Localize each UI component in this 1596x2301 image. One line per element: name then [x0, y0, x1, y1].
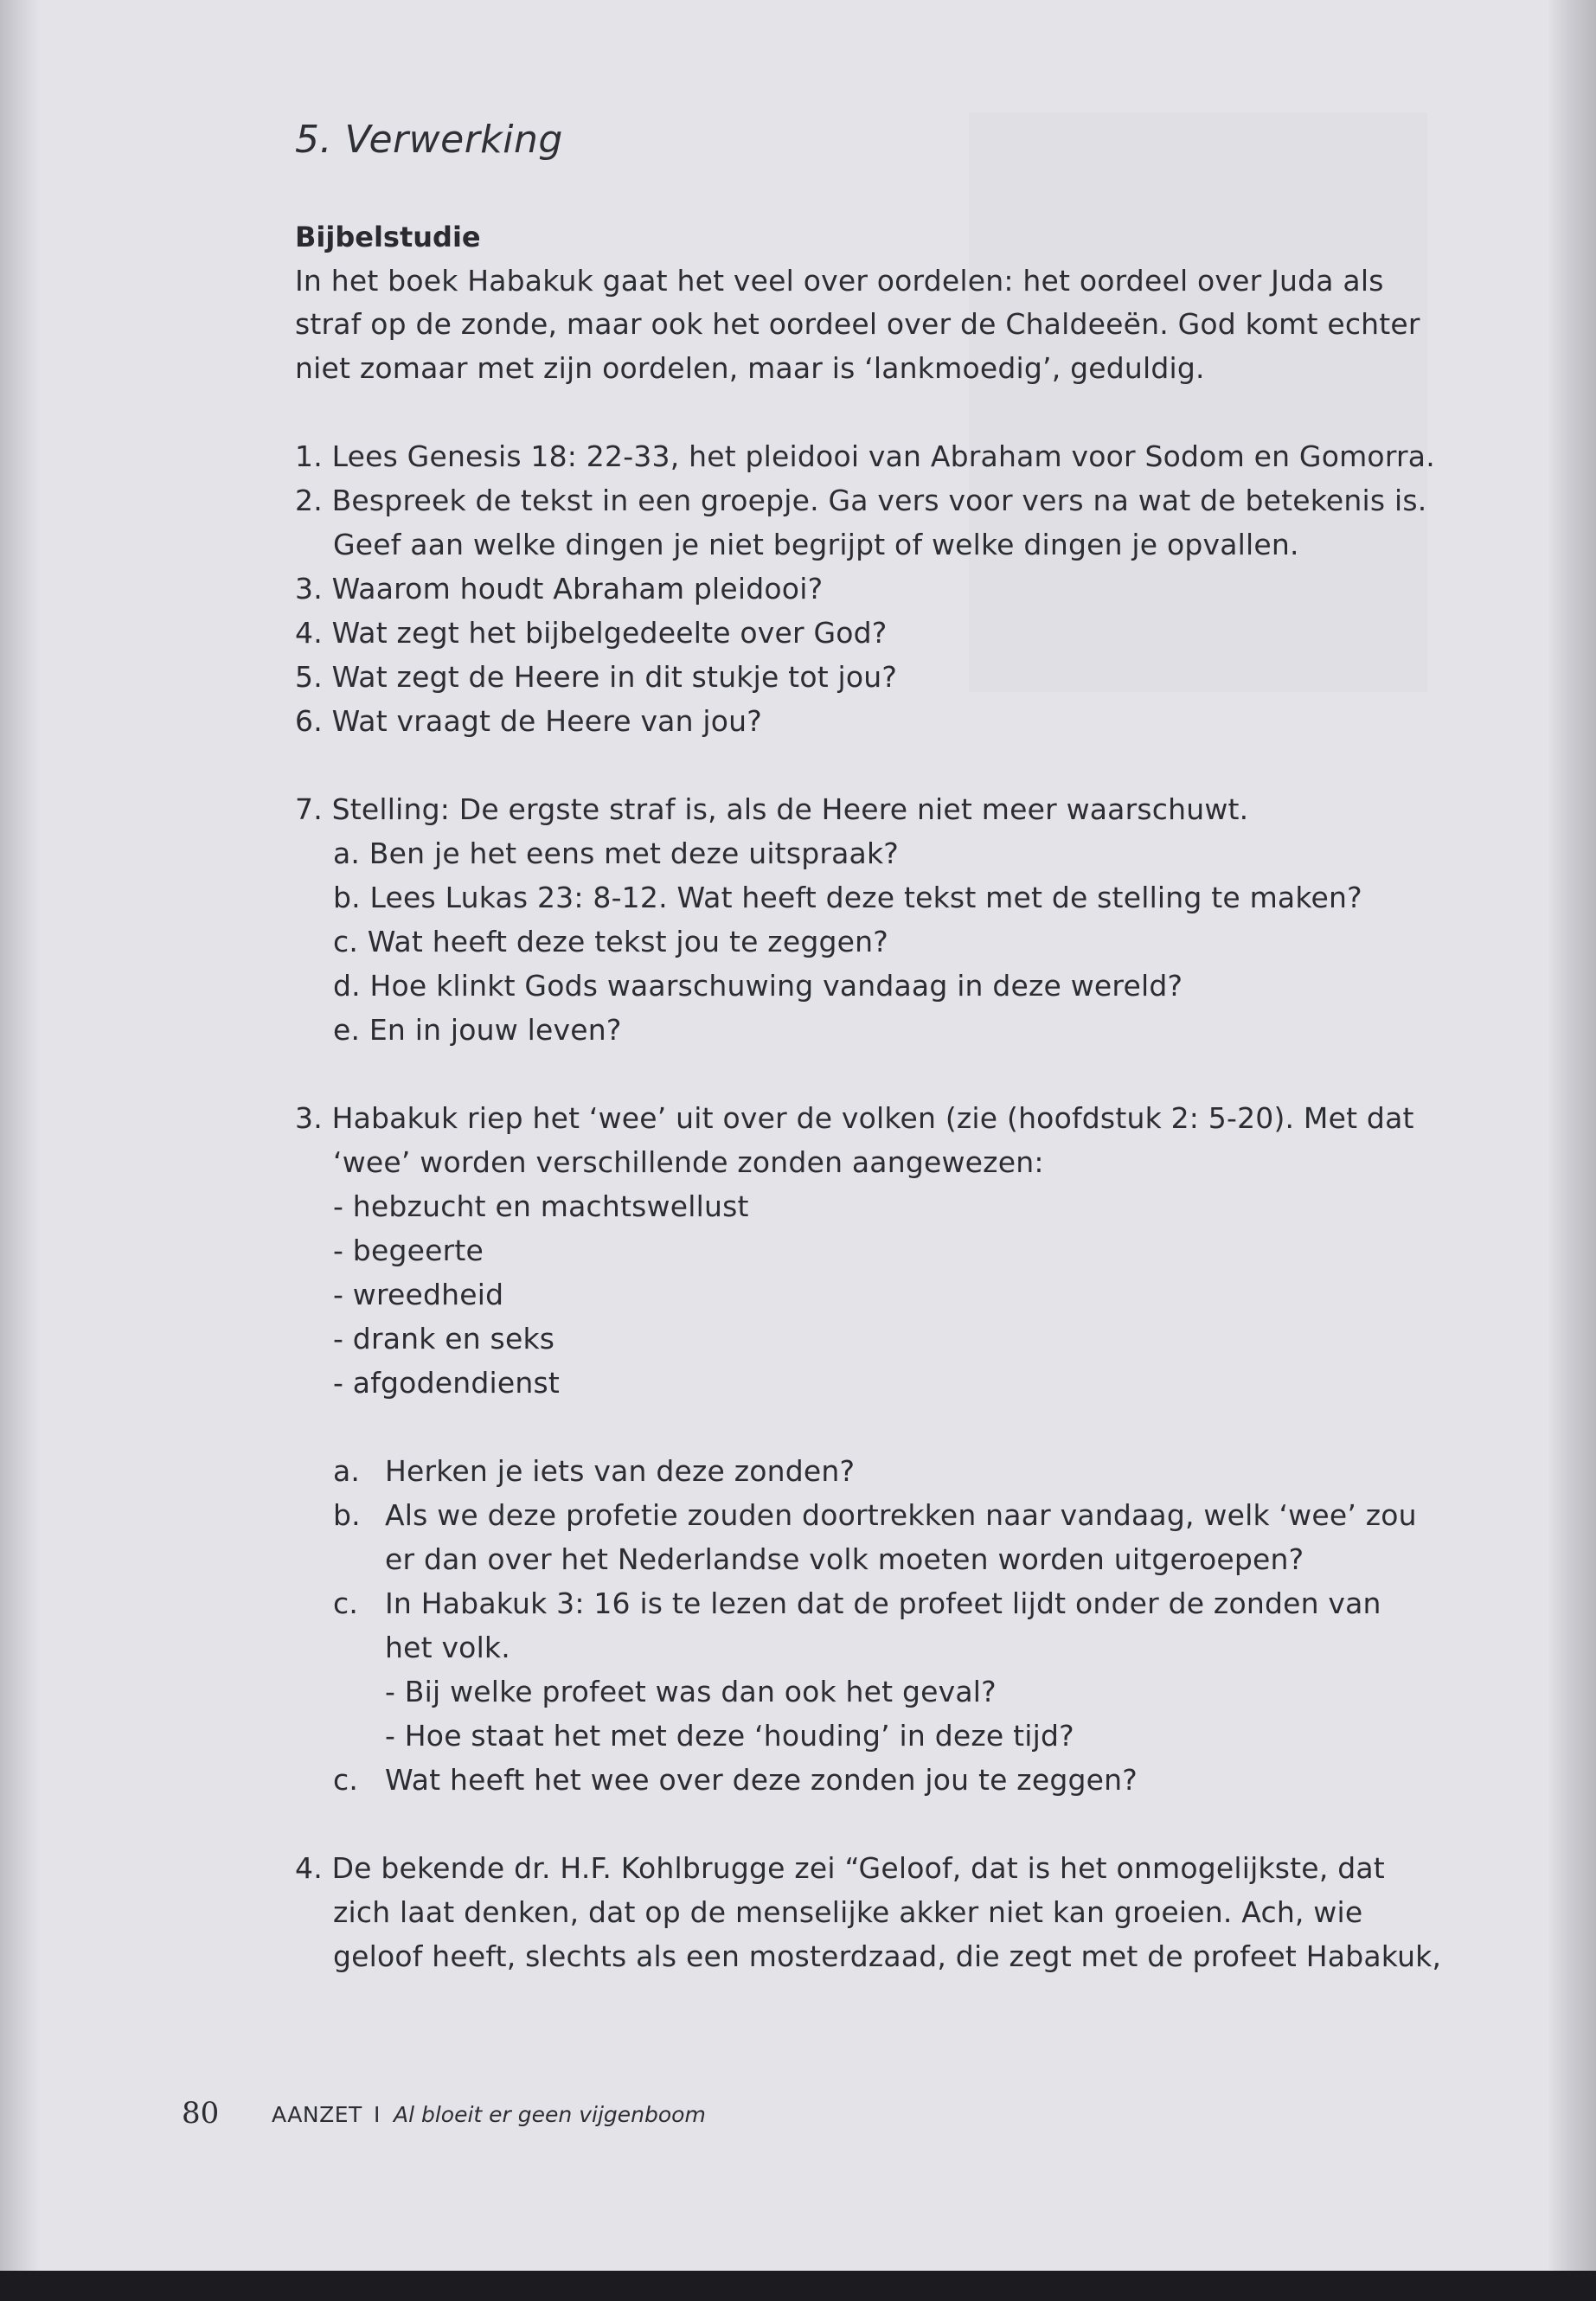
- sub-question: a. Ben je het eens met deze uitspraak?: [333, 836, 900, 870]
- sub-question: In Habakuk 3: 16 is te lezen dat de profeet lijdt onder de zonden van: [385, 1586, 1381, 1620]
- list-item: 6. Wat vraagt de Heere van jou?: [295, 704, 763, 738]
- sub-question-continuation: het volk.: [385, 1631, 510, 1664]
- page-footer: [0, 2096, 1596, 2131]
- sub-question: Als we deze profetie zouden doortrekken naar vandaag, welk ‘wee’ zou: [385, 1498, 1417, 1532]
- list-item: 1. Lees Genesis 18: 22-33, het pleidooi van Abraham voor Sodom en Gomorra.: [295, 439, 1435, 473]
- question-3: 3. Habakuk riep het ‘wee’ uit over de volken (zie (hoofdstuk 2: 5-20). Met dat: [295, 1101, 1414, 1135]
- sub-question-label: b.: [333, 1498, 361, 1532]
- faint-background-box: [969, 112, 1427, 692]
- sin-list-item: - begeerte: [333, 1234, 484, 1267]
- sub-question: e. En in jouw leven?: [333, 1013, 622, 1047]
- question-3-continuation: ‘wee’ worden verschillende zonden aangewezen:: [333, 1145, 1044, 1179]
- list-item: 4. Wat zegt het bijbelgedeelte over God?: [295, 616, 888, 650]
- list-item: 2. Bespreek de tekst in een groepje. Ga vers voor vers na wat de betekenis is.: [295, 484, 1427, 517]
- list-item-continuation: Geef aan welke dingen je niet begrijpt of welke dingen je opvallen.: [333, 528, 1299, 561]
- sub-question-label: a.: [333, 1454, 361, 1488]
- sub-question-label: c.: [333, 1586, 359, 1620]
- footer-separator: I: [374, 2102, 381, 2127]
- sin-list-item: - hebzucht en machtswellust: [333, 1189, 749, 1223]
- sin-list-item: - afgodendienst: [333, 1366, 561, 1400]
- sub-question: Herken je iets van deze zonden?: [385, 1454, 856, 1488]
- list-item: 3. Waarom houdt Abraham pleidooi?: [295, 572, 824, 606]
- intro-line: straf op de zonde, maar ook het oordeel over de Chaldeeën. God komt echter: [295, 307, 1420, 341]
- sub-question-bullet: - Hoe staat het met deze ‘houding’ in deze tijd?: [385, 1719, 1074, 1753]
- left-scan-shadow: [0, 0, 40, 2301]
- scan-bottom-bar: [0, 2271, 1596, 2301]
- sin-list-item: - wreedheid: [333, 1278, 504, 1311]
- intro-line: In het boek Habakuk gaat het veel over oordelen: het oordeel over Juda als: [295, 264, 1384, 298]
- sub-question-label: c.: [333, 1763, 359, 1797]
- sub-question: Wat heeft het wee over deze zonden jou te zeggen?: [385, 1763, 1138, 1797]
- sin-list-item: - drank en seks: [333, 1322, 555, 1356]
- question-4-continuation: zich laat denken, dat op de menselijke akker niet kan groeien. Ach, wie: [333, 1895, 1363, 1929]
- sub-question-bullet: - Bij welke profeet was dan ook het geval?: [385, 1675, 997, 1708]
- question-4: 4. De bekende dr. H.F. Kohlbrugge zei “Geloof, dat is het onmogelijkste, dat: [295, 1851, 1385, 1885]
- footer-title: Al bloeit er geen vijgenboom: [394, 2102, 706, 2127]
- page-number: 80: [182, 2096, 220, 2131]
- sub-question-continuation: er dan over het Nederlandse volk moeten worden uitgeroepen?: [385, 1542, 1304, 1576]
- question-7: 7. Stelling: De ergste straf is, als de Heere niet meer waarschuwt.: [295, 792, 1249, 826]
- list-item: 5. Wat zegt de Heere in dit stukje tot jou?: [295, 660, 898, 694]
- sub-question: c. Wat heeft deze tekst jou te zeggen?: [333, 925, 888, 958]
- section-heading: 5. Verwerking: [295, 118, 563, 162]
- subheading-bijbelstudie: Bijbelstudie: [295, 221, 481, 253]
- question-4-continuation: geloof heeft, slechts als een mosterdzaad, die zegt met de profeet Habakuk,: [333, 1939, 1442, 1973]
- intro-line: niet zomaar met zijn oordelen, maar is ‘lankmoedig’, geduldig.: [295, 351, 1205, 385]
- sub-question: b. Lees Lukas 23: 8-12. Wat heeft deze tekst met de stelling te maken?: [333, 881, 1362, 914]
- footer-brand: AANZET: [272, 2102, 362, 2127]
- right-page-edge: [1548, 0, 1596, 2301]
- sub-question: d. Hoe klinkt Gods waarschuwing vandaag in deze wereld?: [333, 969, 1183, 1003]
